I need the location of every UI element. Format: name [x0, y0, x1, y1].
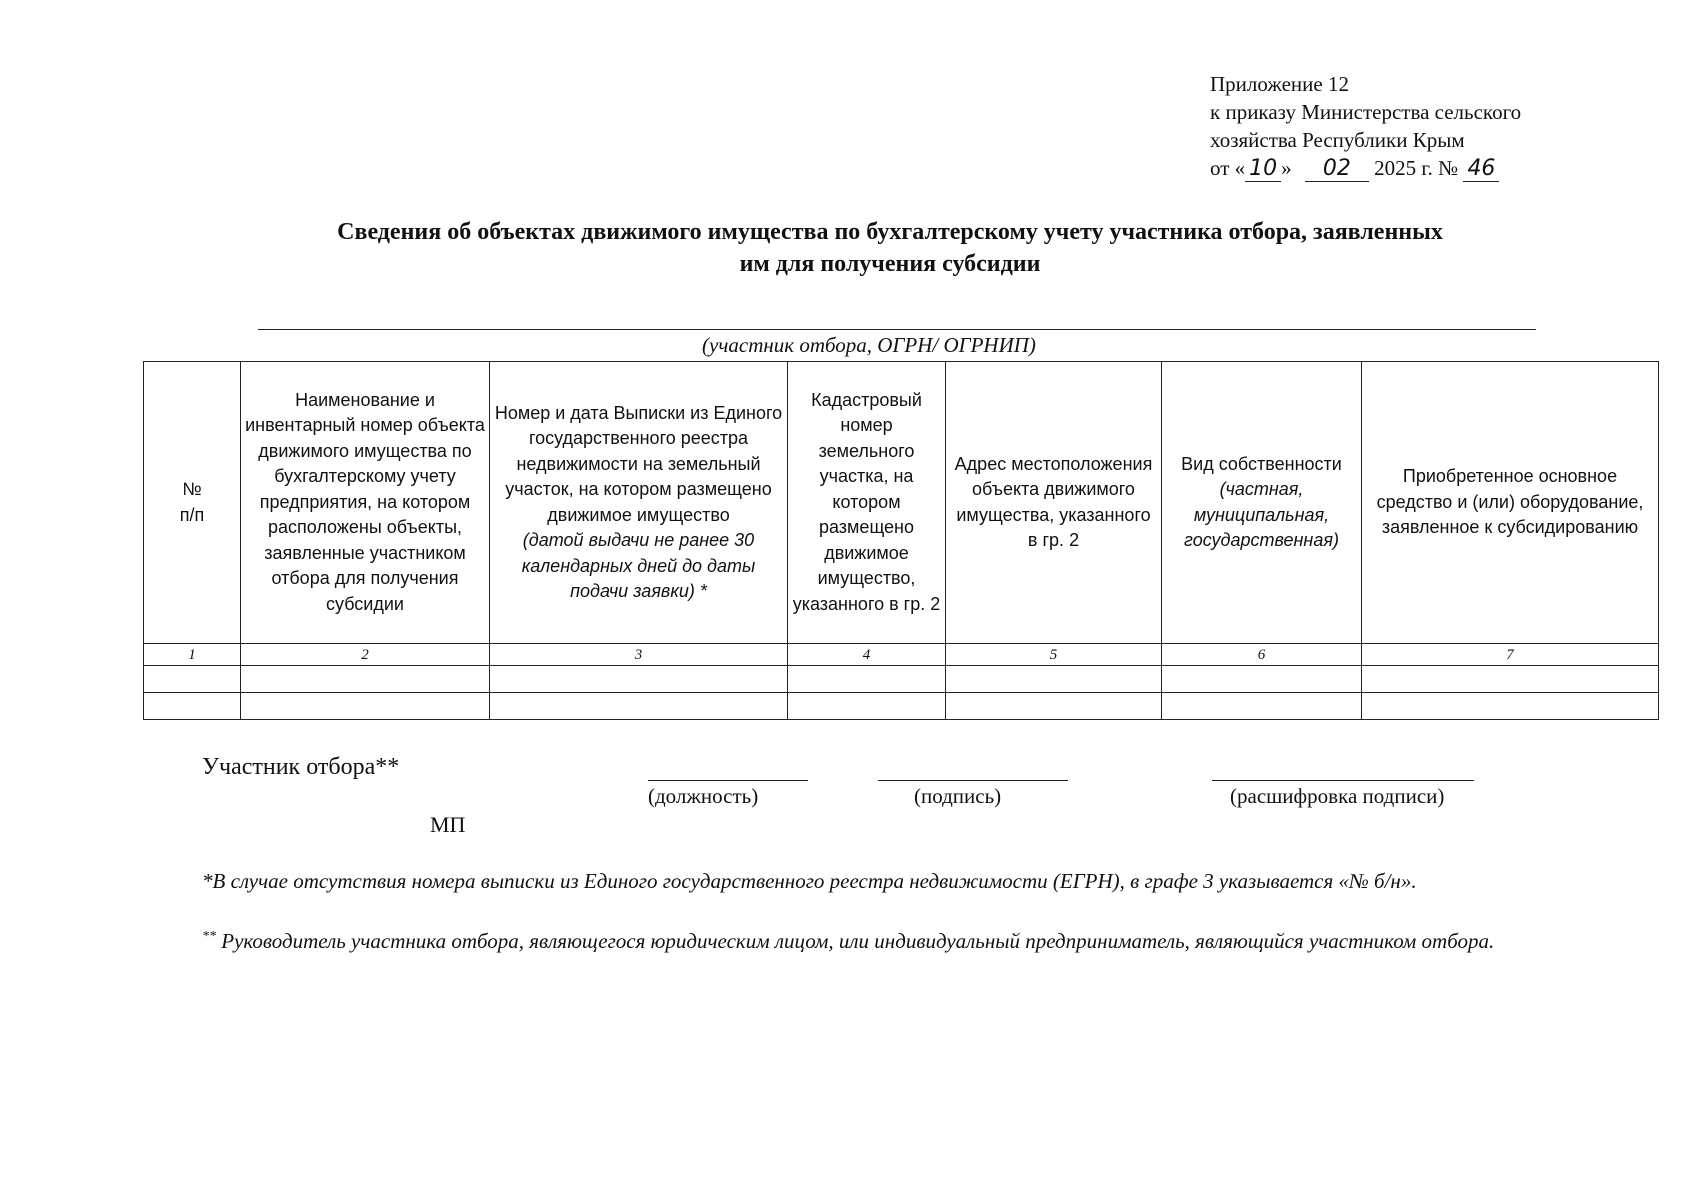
- participant-signature-label: Участник отбора**: [202, 754, 400, 780]
- table-cell: [788, 666, 946, 693]
- header-col-5: Адрес местоположения объекта движимого имущества, указанного в гр. 2: [946, 362, 1162, 644]
- stamp-place-label: МП: [430, 812, 466, 837]
- footnote-2-text: Руководитель участника отбора, являющегося юридическим лицом, или индивидуальный предприниматель, являющийся участником отбора.: [216, 929, 1495, 953]
- table-cell: [946, 666, 1162, 693]
- table-cell: [788, 693, 946, 720]
- title-line-2: им для получения субсидии: [739, 251, 1041, 277]
- column-number-row: [144, 644, 1659, 666]
- document-title: [0, 216, 1704, 280]
- decoding-fill-line: [1212, 780, 1474, 781]
- header-col-7: Приобретенное основное средство и (или) оборудование, заявленное к субсидированию: [1362, 362, 1659, 644]
- footnote-1: *В случае отсутствия номера выписки из Единого государственного реестра недвижимости (ЕГРН), в графе 3 указывается «№ б/н».: [202, 869, 1417, 893]
- table-cell: [1162, 693, 1362, 720]
- table-cell: [1362, 693, 1659, 720]
- appendix-line-1: Приложение 12: [1210, 72, 1349, 96]
- table-row: [144, 693, 1659, 720]
- position-fill-line: [648, 780, 808, 781]
- table-cell: [1362, 666, 1659, 693]
- appendix-line-3: хозяйства Республики Крым: [1210, 128, 1465, 152]
- header-col-2: Наименование и инвентарный номер объекта движимого имущества по бухгалтерскому учету предприятия, на котором расположены объекты, заявленные участником отбора для получения субсидии: [241, 362, 490, 644]
- header-col-3: Номер и дата Выписки из Единого государственного реестра недвижимости на земельный участок, на котором размещено движимое имущество (датой выдачи не ранее 30 календарных дней до даты подачи заявки) *: [490, 362, 788, 644]
- signature-caption: (подпись): [914, 784, 1002, 808]
- footnote-2-mark: **: [202, 929, 216, 944]
- appendix-line-2: к приказу Министерства сельского: [1210, 100, 1522, 124]
- table-row: [144, 666, 1659, 693]
- order-day: 10: [1245, 157, 1281, 182]
- table-header-row: [144, 362, 1659, 644]
- table-cell: [241, 693, 490, 720]
- column-number: 3: [490, 644, 788, 666]
- signature-fill-line: [878, 780, 1068, 781]
- column-number: 1: [144, 644, 241, 666]
- order-date-line: [1210, 154, 1521, 182]
- order-year: 2025 г. №: [1374, 156, 1459, 180]
- table-cell: [1162, 666, 1362, 693]
- table-cell: [490, 666, 788, 693]
- order-number: 46: [1463, 157, 1499, 182]
- table-cell: [241, 666, 490, 693]
- header-col-4: Кадастровый номер земельного участка, на котором размещено движимое имущество, указанного в гр. 2: [788, 362, 946, 644]
- table-cell: [490, 693, 788, 720]
- column-number: 7: [1362, 644, 1659, 666]
- appendix-header: [1210, 70, 1521, 182]
- column-number: 4: [788, 644, 946, 666]
- table-cell: [144, 693, 241, 720]
- header-col-6: Вид собственности (частная, муниципальная, государственная): [1162, 362, 1362, 644]
- table-cell: [144, 666, 241, 693]
- column-number: 5: [946, 644, 1162, 666]
- title-line-1: Сведения об объектах движимого имущества по бухгалтерскому учету участника отбора, заявленных: [337, 219, 1443, 245]
- order-month: 02: [1305, 157, 1369, 182]
- column-number: 2: [241, 644, 490, 666]
- participant-caption: (участник отбора, ОГРН/ ОГРНИП): [702, 333, 1036, 357]
- column-number: 6: [1162, 644, 1362, 666]
- position-caption: (должность): [648, 784, 759, 808]
- table-cell: [946, 693, 1162, 720]
- decoding-caption: (расшифровка подписи): [1230, 784, 1445, 808]
- date-close: »: [1281, 156, 1292, 180]
- header-col-1: № п/п: [144, 362, 241, 644]
- date-prefix: от «: [1210, 156, 1246, 180]
- participant-fill-line: [258, 329, 1536, 330]
- footnote-2: [202, 922, 1652, 956]
- property-table: [143, 361, 1659, 720]
